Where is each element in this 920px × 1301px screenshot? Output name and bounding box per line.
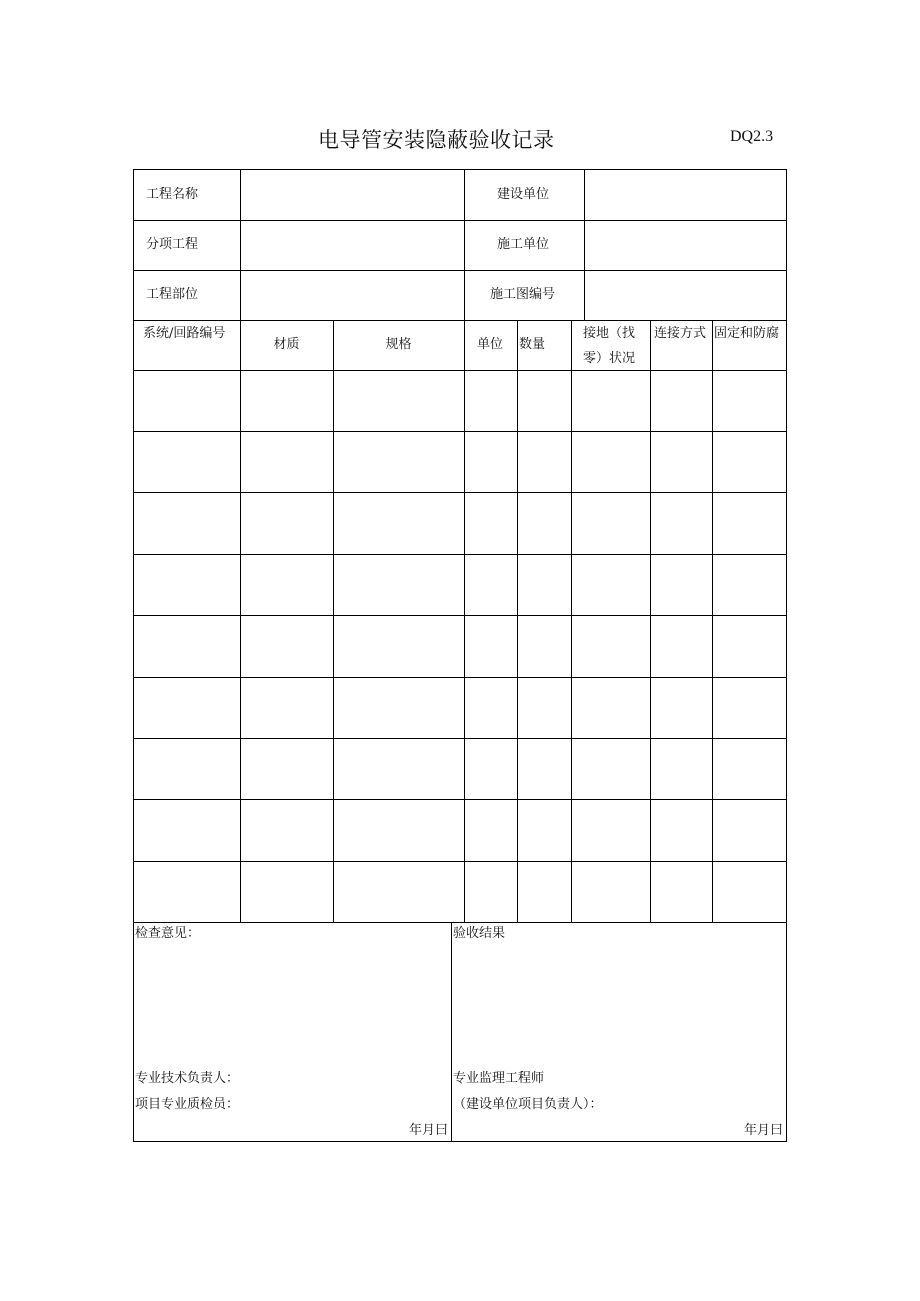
row-divider (133, 220, 787, 221)
col-divider (571, 320, 572, 922)
col-divider (584, 169, 585, 320)
col-divider (240, 169, 241, 320)
row-divider (133, 320, 787, 321)
tech-lead-label: 专业技术负责人： (135, 1071, 240, 1086)
header-connection: 连接方式 (654, 326, 707, 341)
header-quantity: 数量 (519, 337, 546, 352)
col-divider (333, 320, 334, 922)
acceptance-label: 验收结果 (453, 926, 506, 941)
supervisor-label: 专业监理工程师 (453, 1071, 545, 1086)
owner-rep-label: （建设单位项目负责人）： (453, 1097, 603, 1112)
col-divider (240, 320, 241, 922)
quality-inspector-label: 项目专业质检员： (135, 1097, 240, 1112)
row-divider (133, 799, 787, 800)
col-divider (464, 169, 465, 320)
col-divider (464, 320, 465, 922)
header-grounding-line2: 零）状况 (583, 351, 636, 366)
record-form (133, 169, 787, 1142)
row-divider (133, 270, 787, 271)
date-left: 年月曰 (409, 1123, 449, 1138)
header-spec: 规格 (385, 337, 412, 352)
row-divider (133, 492, 787, 493)
row-divider (133, 677, 787, 678)
builder-label: 施工单位 (497, 237, 550, 252)
row-divider (133, 615, 787, 616)
row-divider (133, 922, 787, 923)
row-divider (133, 738, 787, 739)
header-fix-anticorrosion: 固定和防腐 (714, 326, 780, 341)
col-divider (517, 320, 518, 922)
project-name-label: 工程名称 (146, 187, 199, 202)
row-divider (133, 431, 787, 432)
col-divider (451, 922, 452, 1142)
row-divider (133, 370, 787, 371)
header-material: 材质 (273, 337, 300, 352)
col-divider (650, 320, 651, 922)
document-code: DQ2.3 (730, 128, 774, 145)
construction-unit-label: 建设单位 (497, 187, 550, 202)
header-grounding-line1: 接地（找 (583, 326, 636, 341)
row-divider (133, 861, 787, 862)
header-system-loop-no: 系统/回路编号 (143, 326, 226, 341)
date-right: 年月曰 (744, 1123, 784, 1138)
document-title: 电导管安装隐蔽验收记录 (318, 128, 555, 152)
row-divider (133, 554, 787, 555)
sub-item-label: 分项工程 (146, 237, 199, 252)
inspection-label: 检查意见： (135, 926, 201, 941)
project-part-label: 工程部位 (146, 287, 199, 302)
header-unit: 单位 (477, 337, 504, 352)
col-divider (712, 320, 713, 922)
drawing-no-label: 施工图编号 (490, 287, 556, 302)
